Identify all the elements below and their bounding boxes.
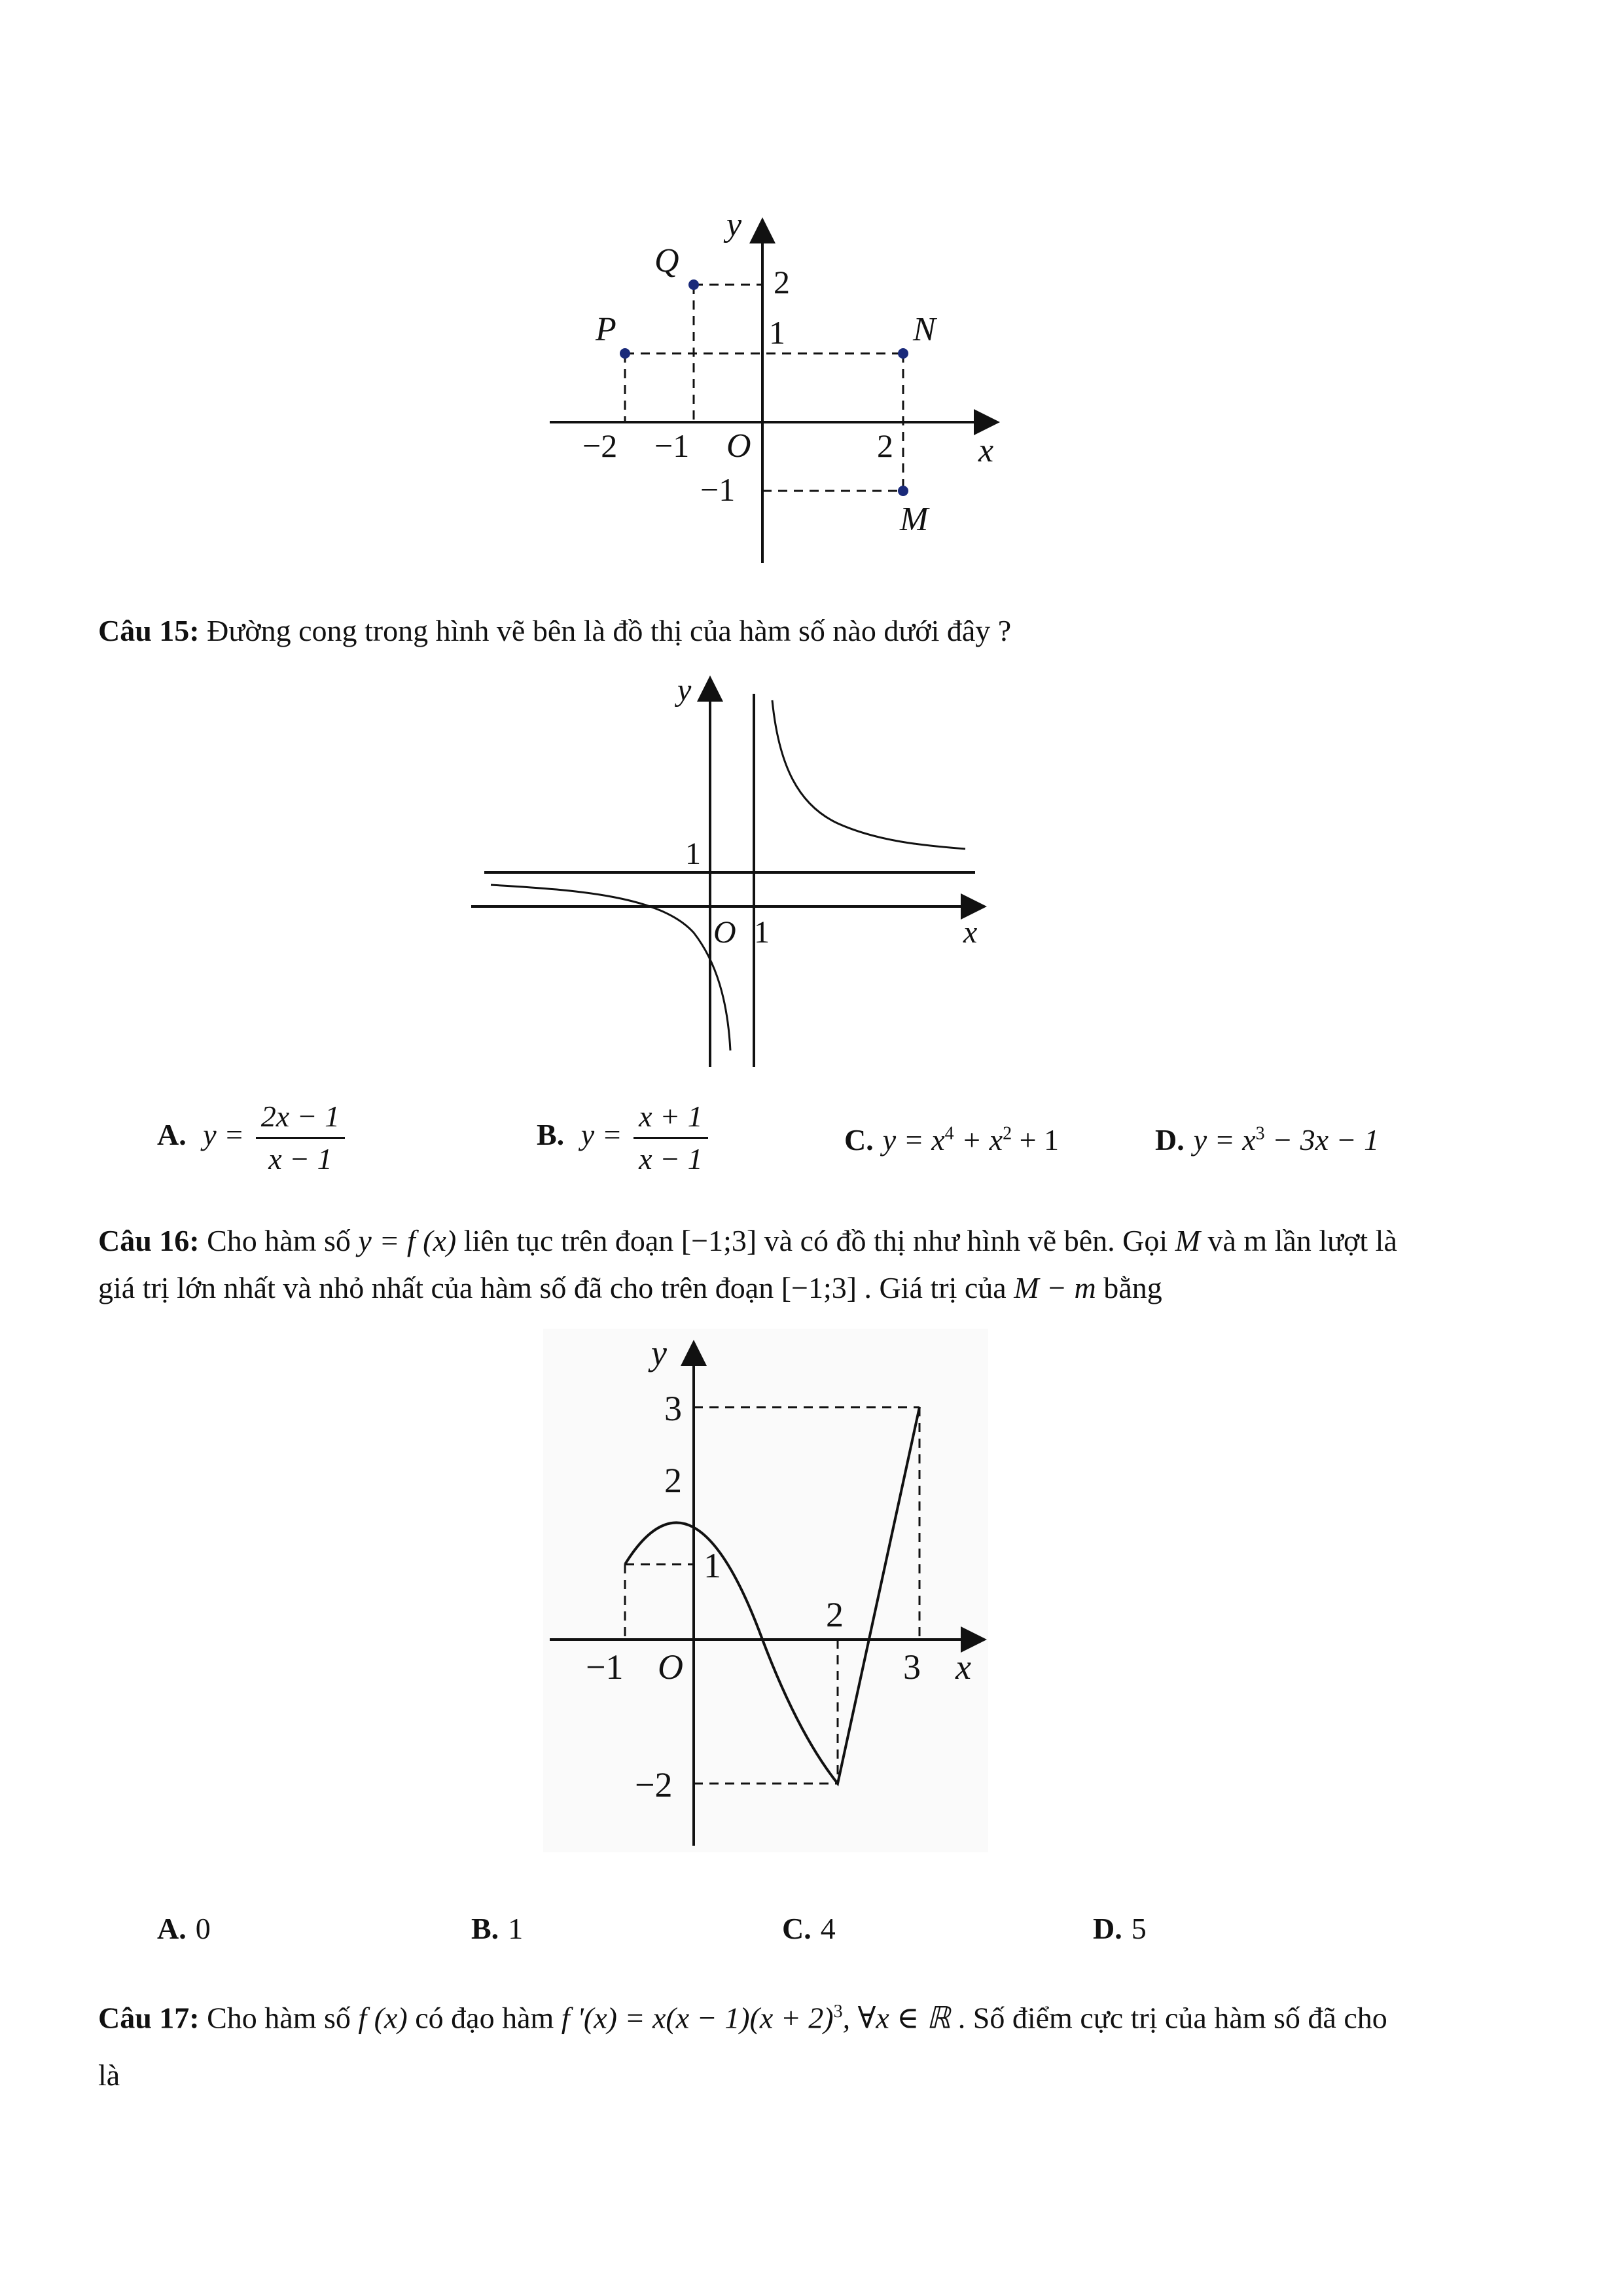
point-q [688,279,699,290]
axis-y-label: y [677,673,692,708]
question-15-label: Câu 15: [98,614,200,647]
option-b-label: B. [537,1118,565,1152]
option-a-fraction [256,1096,345,1179]
axis-x-label: x [963,915,978,950]
question-17-line2 [98,2047,1538,2104]
q15-option-d[interactable] [1155,1122,1379,1157]
question-17-text-b: có đạo hàm [415,2001,554,2035]
q16-option-a[interactable] [157,1911,211,1946]
curve-left-branch [491,885,730,1050]
option-b-numerator: x + 1 [633,1096,707,1139]
point-q-label: Q [654,242,679,279]
option-b-lhs: y = [580,1118,622,1152]
point-m [898,486,908,496]
tick-x-neg1: −1 [654,427,690,464]
option-b-label: B. [471,1912,499,1945]
tick-x-1: 1 [754,915,770,950]
option-c-exp1: 4 [944,1123,954,1144]
option-c-label: C. [844,1123,874,1157]
tick-y-neg2: −2 [635,1765,673,1804]
point-n-label: N [913,311,936,348]
option-c-expr-c: + 1 [1012,1123,1060,1157]
figure-function-graph [537,1322,995,1859]
question-17-forall: , ∀x ∈ ℝ [842,2001,951,2035]
question-17-text-c: . Số điểm cực trị của hàm số đã cho [957,2001,1387,2035]
question-16-var-m: M [1175,1224,1200,1257]
tick-y-1: 1 [769,314,785,351]
question-17-text-line2: là [98,2058,120,2092]
option-a-label: A. [157,1912,187,1945]
axis-y-label: y [726,206,742,243]
tick-y-1: 1 [685,836,701,871]
point-p [620,348,630,359]
question-16-expr: M − m [1014,1271,1096,1304]
q15-option-c[interactable] [844,1122,1059,1157]
figure-hyperbola-graph [471,674,995,1073]
question-16-line2 [98,1265,1538,1312]
option-b-value: 1 [508,1912,524,1945]
tick-y-1: 1 [704,1546,721,1585]
origin-label: O [658,1647,683,1687]
option-b-denominator: x − 1 [639,1142,703,1175]
option-c-exp2: 2 [1003,1123,1012,1144]
option-d-exp1: 3 [1255,1123,1265,1144]
option-d-expr-a: y = x [1193,1123,1256,1157]
question-16-text-end: bằng [1103,1271,1162,1304]
option-c-expr-a: y = x [882,1123,945,1157]
curve-right-branch [772,700,965,849]
question-16-text-a: Cho hàm số [207,1224,351,1257]
question-16-text-b: liên tục trên đoạn [−1;3] và có đồ thị như hình vẽ bên. Gọi [463,1224,1168,1257]
question-16-line1 [98,1217,1538,1265]
option-d-label: D. [1155,1123,1185,1157]
question-17-func: f (x) [358,2001,408,2035]
tick-y-neg1: −1 [700,471,736,508]
tick-x-3: 3 [903,1647,921,1687]
q16-option-b[interactable] [471,1911,523,1946]
axis-y-label: y [651,1333,667,1372]
option-d-expr-b: − 3x − 1 [1264,1123,1380,1157]
tick-y-3: 3 [664,1389,682,1428]
question-17-exp: 3 [833,2001,843,2022]
question-15-text: Đường cong trong hình vẽ bên là đồ thị của hàm số nào dưới đây ? [207,614,1012,647]
question-17-line1 [98,1983,1538,2047]
option-d-value: 5 [1131,1912,1147,1945]
point-n [898,348,908,359]
question-16-text-line2: giá trị lớn nhất và nhỏ nhất của hàm số đã cho trên đoạn [−1;3] . Giá trị của [98,1271,1007,1304]
point-m-label: M [900,501,929,538]
question-16-label: Câu 16: [98,1224,200,1257]
axis-x-label: x [978,432,994,469]
option-a-label: A. [157,1118,187,1152]
q16-option-d[interactable] [1093,1911,1147,1946]
option-b-fraction [633,1096,707,1179]
option-c-value: 4 [820,1912,836,1945]
question-17 [98,1983,1538,2104]
q16-option-c[interactable] [782,1911,836,1946]
option-a-lhs: y = [203,1118,245,1152]
question-17-text-a: Cho hàm số [207,2001,351,2035]
figure-points-graph [537,206,1034,576]
tick-x-2: 2 [877,427,893,464]
q15-option-a[interactable] [157,1096,345,1179]
point-p-label: P [596,311,616,348]
tick-y-2: 2 [664,1461,682,1500]
question-16 [98,1217,1538,1312]
origin-label: O [713,915,736,950]
option-d-label: D. [1093,1912,1122,1945]
option-a-value: 0 [195,1912,211,1945]
question-17-label: Câu 17: [98,2001,200,2035]
axis-x-label: x [955,1647,971,1687]
option-c-expr-b: + x [954,1123,1003,1157]
tick-x-neg1: −1 [586,1647,624,1687]
tick-x-2: 2 [826,1595,844,1634]
q15-option-b[interactable] [537,1096,708,1179]
question-17-deriv: f '(x) = x(x − 1)(x + 2) [561,2001,834,2035]
option-a-denominator: x − 1 [268,1142,332,1175]
question-16-text-c: và m lần lượt là [1207,1224,1397,1257]
tick-y-2: 2 [774,264,790,300]
option-a-numerator: 2x − 1 [256,1096,345,1139]
option-c-label: C. [782,1912,812,1945]
tick-x-neg2: −2 [582,427,618,464]
question-16-func: y = f (x) [358,1224,457,1257]
question-15 [98,607,1538,655]
origin-label: O [726,427,751,465]
